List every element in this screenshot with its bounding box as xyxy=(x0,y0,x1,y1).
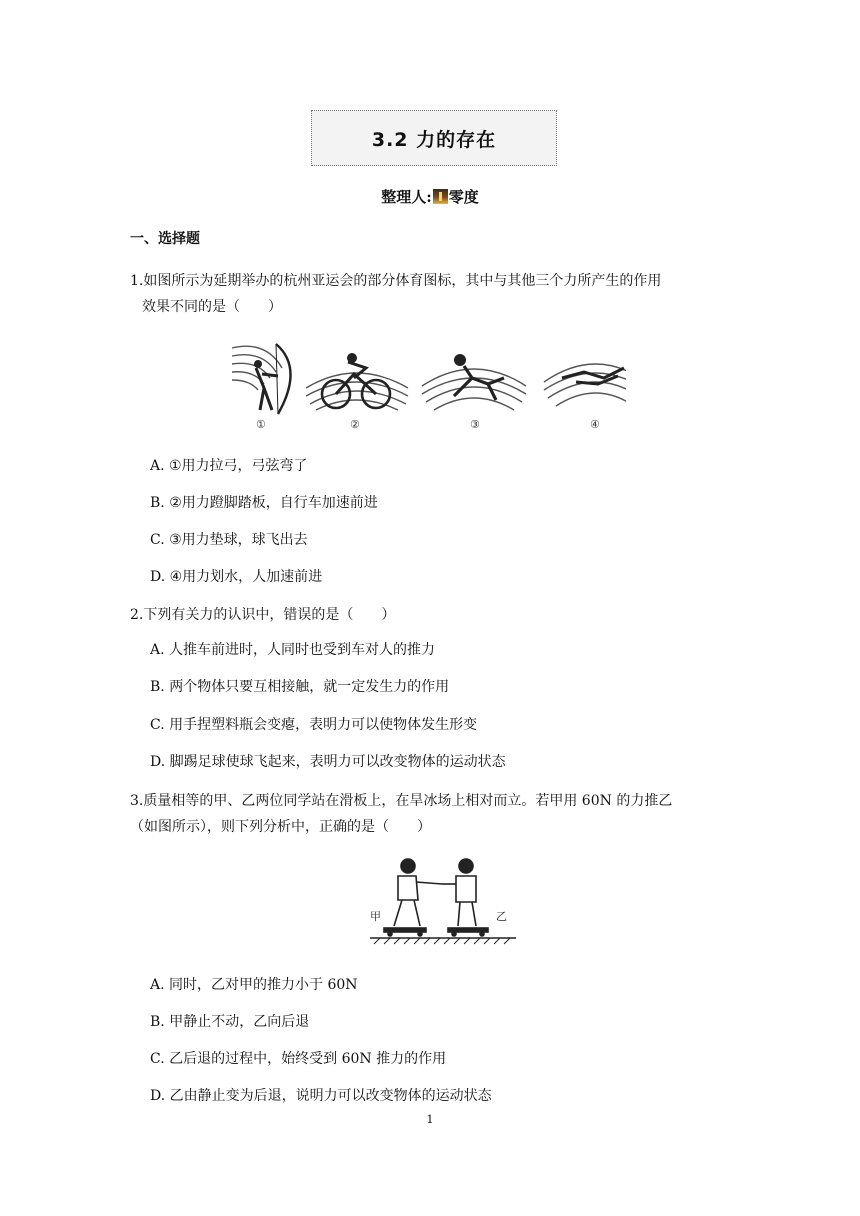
figure-label-yi: 乙 xyxy=(496,910,507,923)
avatar-icon xyxy=(433,189,448,204)
q2-option-a: A. 人推车前进时，人同时也受到车对人的推力 xyxy=(150,642,436,658)
organizer-name: 零度 xyxy=(448,188,479,206)
question-1-line1: 1.如图所示为延期举办的杭州亚运会的部分体育图标，其中与其他三个力所产生的作用 xyxy=(130,273,662,289)
question-1-line2: 效果不同的是（ ） xyxy=(142,299,282,315)
q1-option-b: B. ②用力蹬脚踏板，自行车加速前进 xyxy=(150,495,378,511)
q3-option-d: D. 乙由静止变为后退，说明力可以改变物体的运动状态 xyxy=(150,1088,492,1104)
q2-option-d: D. 脚踢足球使球飞起来，表明力可以改变物体的运动状态 xyxy=(150,754,506,770)
volleyball-icon xyxy=(422,354,526,410)
organizer-label: 整理人: xyxy=(381,188,432,206)
skaters-drawing xyxy=(368,854,518,946)
figure-label-1: ① xyxy=(256,418,266,431)
figure-label-2: ② xyxy=(350,418,360,431)
question-2-stem xyxy=(130,602,740,628)
figure-label-jia: 甲 xyxy=(370,910,381,923)
page-title-text: 3.2 力的存在 xyxy=(371,128,497,151)
skaters-figure xyxy=(368,854,518,946)
q3-option-c: C. 乙后退的过程中，始终受到 60N 推力的作用 xyxy=(150,1051,447,1067)
q3-option-b: B. 甲静止不动，乙向后退 xyxy=(150,1014,310,1030)
sport-icons-figure xyxy=(226,338,626,434)
question-2-line1: 2.下列有关力的认识中，错误的是（ ） xyxy=(130,607,396,623)
q2-option-b: B. 两个物体只要互相接触，就一定发生力的作用 xyxy=(150,679,450,695)
question-3-line2: （如图所示），则下列分析中，正确的是（ ） xyxy=(130,819,431,835)
page-title xyxy=(311,110,557,166)
figure-label-3: ③ xyxy=(470,418,480,431)
page-number: 1 xyxy=(426,1113,434,1126)
q1-option-a: A. ①用力拉弓，弓弦弯了 xyxy=(150,458,308,474)
q1-option-d: D. ④用力划水，人加速前进 xyxy=(150,569,323,585)
cycling-icon xyxy=(306,353,408,410)
question-3-stem xyxy=(130,788,740,840)
section-heading: 一、选择题 xyxy=(130,231,200,247)
q3-option-a: A. 同时，乙对甲的推力小于 60N xyxy=(150,977,358,993)
q2-option-c: C. 用手捏塑料瓶会变瘪，表明力可以使物体发生形变 xyxy=(150,717,478,733)
organizer-line xyxy=(0,186,860,207)
figure-label-4: ④ xyxy=(590,418,600,431)
sport-icons-drawing xyxy=(226,338,626,434)
question-3-line1: 3.质量相等的甲、乙两位同学站在滑板上，在旱冰场上相对而立。若甲用 60N 的力推乙 xyxy=(130,793,673,809)
archery-icon xyxy=(232,344,291,414)
swimming-icon xyxy=(544,364,626,406)
q1-option-c: C. ③用力垫球，球飞出去 xyxy=(150,532,308,548)
question-1-stem xyxy=(130,268,740,320)
